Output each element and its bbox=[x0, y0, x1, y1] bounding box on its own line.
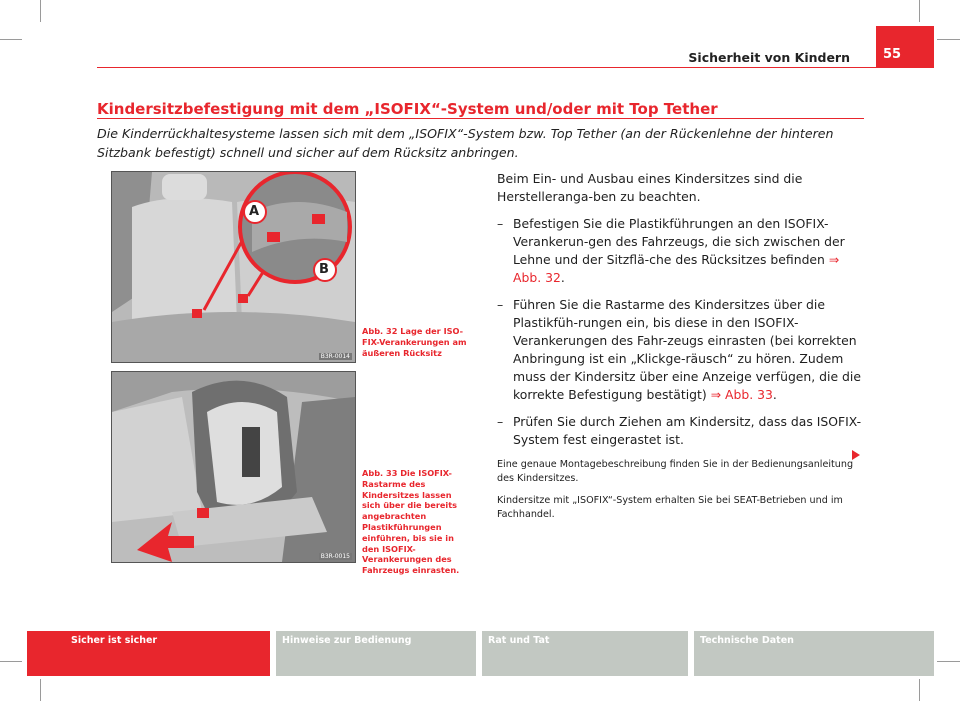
bullet-dash: – bbox=[497, 216, 504, 231]
list-item bbox=[497, 413, 862, 449]
running-header: Sicherheit von Kindern bbox=[688, 50, 850, 65]
section-rule bbox=[97, 118, 864, 119]
bullet-text bbox=[513, 296, 862, 404]
child-seat-illustration bbox=[112, 372, 355, 562]
figure-code: B3R-0014 bbox=[320, 353, 350, 360]
figure-isofix-anchors bbox=[111, 171, 356, 363]
body-text bbox=[497, 170, 862, 530]
bullet-body: Prüfen Sie durch Ziehen am Kindersitz, dass das ISOFIX-System fest eingerastet ist. bbox=[513, 414, 862, 447]
bullet-end: . bbox=[772, 387, 777, 402]
bullet-dash: – bbox=[497, 297, 504, 312]
bullet-dash: – bbox=[497, 414, 504, 429]
note-text: Eine genaue Montagebeschreibung finden Sie in der Bedienungsanleitung des Kindersitzes. bbox=[497, 459, 854, 484]
list-item bbox=[497, 215, 862, 287]
figure-isofix-child-seat bbox=[111, 371, 356, 563]
figure-reference-link[interactable]: ⇒ Abb. 33 bbox=[710, 387, 773, 402]
crop-mark bbox=[40, 0, 41, 22]
tab-hinweise-zur-bedienung[interactable]: Hinweise zur Bedienung bbox=[276, 631, 476, 676]
list-item bbox=[497, 296, 862, 404]
crop-mark bbox=[0, 39, 22, 40]
bullet-body: Befestigen Sie die Plastikführungen an den ISOFIX-Verankerun-gen des Fahrzeugs, die sich zwischen der Lehne und der Sitzflä-che des Rücksitzes befinden bbox=[513, 216, 845, 267]
section-title: Kindersitzbefestigung mit dem „ISOFIX“-System und/oder mit Top Tether bbox=[97, 100, 718, 118]
note-text: Kindersitze mit „ISOFIX“-System erhalten Sie bei SEAT-Betrieben und im Fachhandel. bbox=[497, 495, 843, 520]
crop-mark bbox=[919, 679, 920, 701]
bullet-end: . bbox=[560, 270, 565, 285]
figure-reference-link[interactable]: ⇒ Abb. 32 bbox=[513, 252, 840, 285]
tab-technische-daten[interactable]: Technische Daten bbox=[694, 631, 934, 676]
crop-mark bbox=[919, 0, 920, 22]
crop-mark bbox=[40, 679, 41, 701]
callout-a: A bbox=[249, 204, 260, 219]
bullet-text bbox=[513, 215, 862, 287]
crop-mark bbox=[0, 661, 22, 662]
page-number-box bbox=[876, 26, 934, 68]
page-number: 55 bbox=[883, 47, 902, 62]
callout-b: B bbox=[319, 262, 329, 277]
continue-arrow-icon bbox=[852, 450, 860, 460]
crop-mark bbox=[937, 661, 960, 662]
section-intro: Die Kinderrückhaltesysteme lassen sich mit dem „ISOFIX“-System bzw. Top Tether (an der Rückenlehne der hinteren Sitzbank befestigt) schnell und sicher auf dem Rücksitz anbringen. bbox=[97, 126, 834, 160]
tab-rat-und-tat[interactable]: Rat und Tat bbox=[482, 631, 688, 676]
header-rule bbox=[97, 67, 877, 68]
bullet-body: Führen Sie die Rastarme des Kindersitzes über die Plastikfüh-rungen ein, bis diese in den ISOFIX-Verankerungen des Fahr-zeugs einrasten (bei korrekten Anbringung ist ein „Klickge-räusch“ zu hören. Zudem muss der Kindersitz über eine Anzeige verfügen, die die korrekte Befestigung bestätigt) bbox=[513, 297, 861, 402]
figure-code: B3R-0015 bbox=[320, 553, 350, 560]
tab-sicher-ist-sicher[interactable]: Sicher ist sicher bbox=[27, 631, 270, 676]
crop-mark bbox=[937, 39, 960, 40]
body-lead: Beim Ein- und Ausbau eines Kindersitzes sind die Herstelleranga-ben zu beachten. bbox=[497, 171, 803, 204]
figure-caption: Abb. 33 Die ISOFIX-Rastarme des Kindersitzes lassen sich über die bereits angebrachten Plastikführungen einführen, bis sie in den ISOFIX-Verankerungen des Fahrzeugs einrasten. bbox=[362, 468, 460, 576]
figure-caption: Abb. 32 Lage der ISO-FIX-Verankerungen am äußeren Rücksitz bbox=[362, 326, 467, 358]
